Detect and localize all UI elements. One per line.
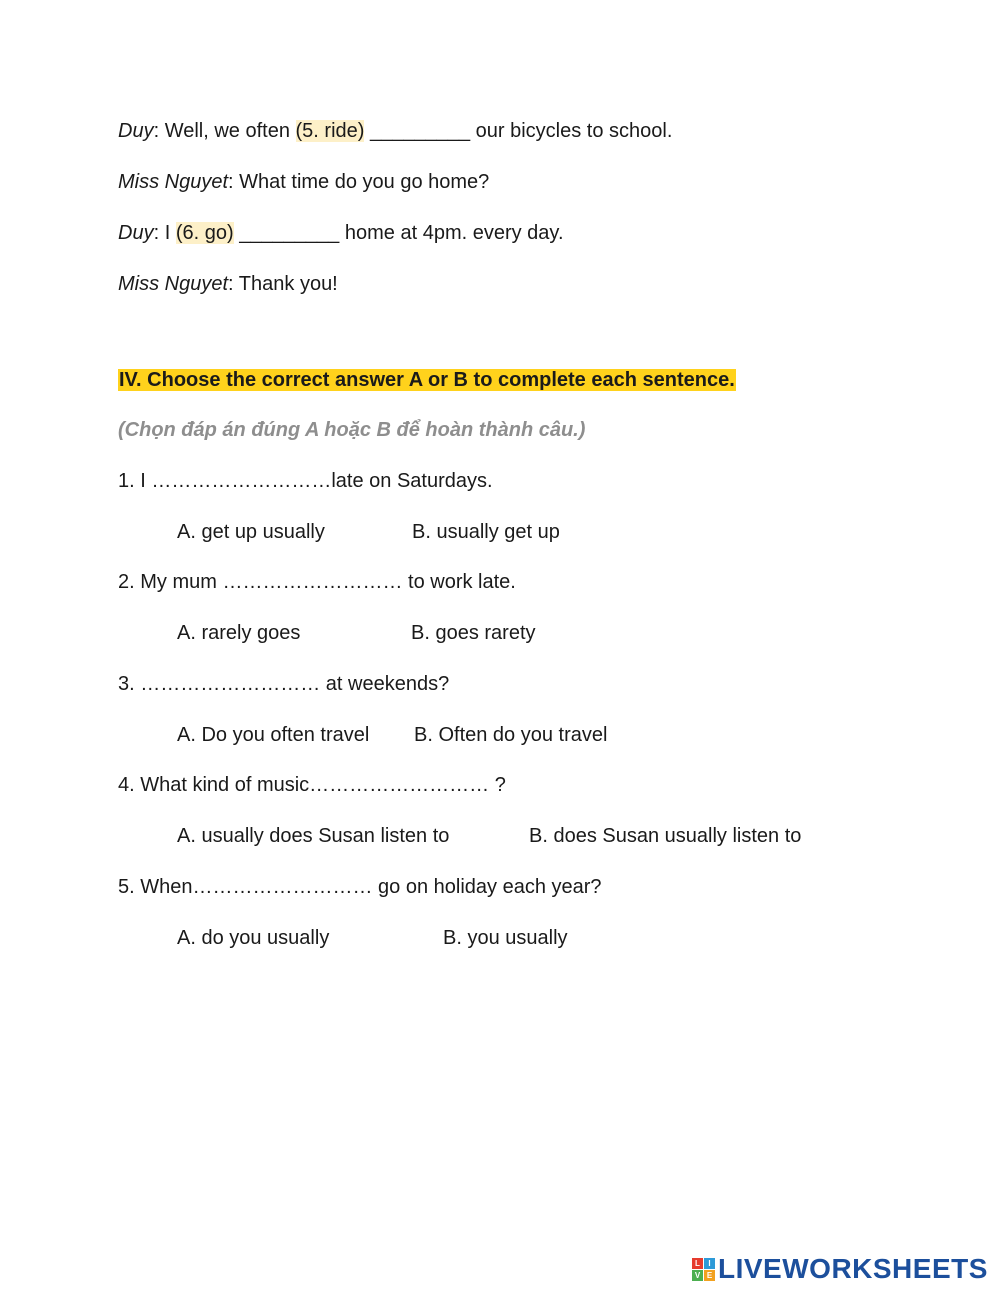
question-4-option-a[interactable]: A. usually does Susan listen to	[177, 825, 450, 847]
speaker-name: Duy	[118, 120, 154, 142]
question-1-option-b[interactable]: B. usually get up	[412, 521, 560, 543]
question-5: 5. When……………………… go on holiday each year?	[118, 876, 602, 898]
dialogue-line-6: Duy: I (6. go) _________ home at 4pm. every day.	[118, 222, 564, 244]
question-2-option-a[interactable]: A. rarely goes	[177, 622, 301, 644]
question-5-option-b[interactable]: B. you usually	[443, 927, 568, 949]
question-2-option-b[interactable]: B. goes rarety	[411, 622, 536, 644]
section-heading	[118, 368, 736, 392]
logo-cube: E	[704, 1270, 715, 1281]
answer-blank[interactable]: _________	[233, 222, 345, 244]
dialogue-line-question: Miss Nguyet: What time do you go home?	[118, 171, 490, 193]
logo-cube: I	[704, 1258, 715, 1269]
question-1-option-a[interactable]: A. get up usually	[177, 521, 325, 543]
speaker-name: Miss Nguyet	[118, 171, 229, 193]
dialogue-line-5: Duy: Well, we often (5. ride) _________ our bicycles to school.	[118, 120, 673, 142]
verb-hint: (5. ride)	[295, 120, 365, 142]
section-title: IV. Choose the correct answer A or B to complete each sentence.	[119, 369, 735, 391]
question-4-option-b[interactable]: B. does Susan usually listen to	[529, 825, 802, 847]
question-2: 2. My mum ……………………… to work late.	[118, 571, 516, 593]
speaker-name: Duy	[118, 222, 154, 244]
dialogue-line-thanks: Miss Nguyet: Thank you!	[118, 273, 338, 295]
question-3-option-a[interactable]: A. Do you often travel	[177, 724, 370, 746]
logo-cubes-icon	[692, 1258, 715, 1281]
question-1: 1. I ………………………late on Saturdays.	[118, 470, 493, 492]
question-4: 4. What kind of music……………………… ?	[118, 774, 506, 796]
answer-blank[interactable]: _________	[364, 120, 476, 142]
verb-hint: (6. go)	[175, 222, 234, 244]
logo-cube: V	[692, 1270, 703, 1281]
speaker-name: Miss Nguyet	[118, 273, 229, 295]
question-5-option-a[interactable]: A. do you usually	[177, 927, 330, 949]
question-3: 3. ……………………… at weekends?	[118, 673, 450, 695]
liveworksheets-logo	[692, 1254, 988, 1284]
logo-text: LIVEWORKSHEETS	[718, 1253, 988, 1284]
question-3-option-b[interactable]: B. Often do you travel	[414, 724, 608, 746]
logo-cube: L	[692, 1258, 703, 1269]
section-subtitle: (Chọn đáp án đúng A hoặc B để hoàn thành câu.)	[118, 419, 586, 441]
